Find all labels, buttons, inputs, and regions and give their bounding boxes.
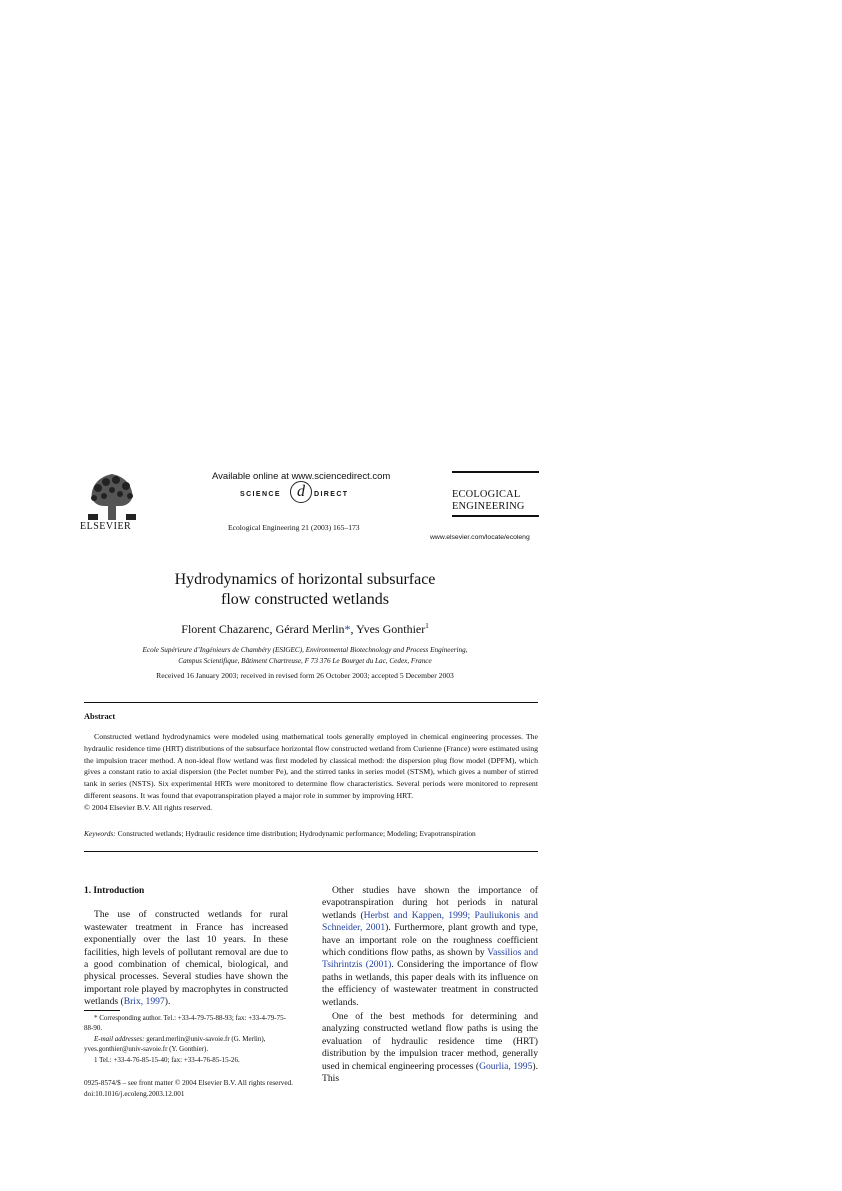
available-online-text[interactable]: Available online at www.sciencedirect.com <box>212 471 391 482</box>
journal-url-link[interactable]: www.elsevier.com/locate/ecoleng <box>430 534 530 541</box>
authors-line <box>120 622 490 637</box>
sd-logo-mark-icon: d <box>290 481 312 503</box>
abstract-top-rule <box>84 702 538 703</box>
received-dates: Received 16 January 2003; received in revised form 26 October 2003; accepted 5 December 2003 <box>156 671 454 680</box>
footnote-email-text[interactable]: gerard.merlin@univ-savoie.fr (G. Merlin), yves.gonthier@univ-savoie.fr (Y. Gonthier). <box>84 1034 266 1054</box>
footnote-email <box>84 1034 288 1055</box>
intro-p2-text-b: ). Furthermore, plant growth and type, have an important role on the roughness coefficient which conditions flow paths, as shown by <box>322 922 538 959</box>
publisher-name: ELSEVIER <box>80 521 132 532</box>
intro-p3-text-a: One of the best methods for determining and analyzing constructed wetland flow paths is using the evaluation of hydraulic residence time (HRT) distribution by the impulsion tracer method, generally used in chemical engineering processes ( <box>322 1011 538 1072</box>
paper-title-line1: Hydrodynamics of horizontal subsurface <box>174 571 436 588</box>
affiliation-line2: Campus Scientifique, Bâtiment Chartreuse, F 73 376 Le Bourget du Lac, Cedex, France <box>178 657 432 665</box>
intro-p2-text-a: Other studies have shown the importance of evapotranspiration during hot periods in natural wetlands ( <box>322 885 538 921</box>
sciencedirect-logo <box>240 485 368 507</box>
footnote-rule <box>84 1010 120 1011</box>
intro-p3-text-b: ). This <box>322 1060 538 1085</box>
author-chazarenc: Florent Chazarenc, <box>181 622 276 636</box>
footnote-corresponding: * Corresponding author. Tel.: +33-4-79-75-88-93; fax: +33-4-79-75-88-90. <box>84 1014 286 1033</box>
footer-identifiers <box>84 1078 293 1100</box>
affiliation-line1: Ecole Supérieure d’Ingénieurs de Chambéry (ESIGEC), Environmental Biotechnology and Process Engineering, <box>142 646 468 654</box>
intro-p1-end: ). <box>164 996 171 1008</box>
doi-line[interactable]: doi:10.1016/j.ecoleng.2003.12.001 <box>84 1090 185 1098</box>
sd-logo-right-text: DIRECT <box>314 491 349 498</box>
intro-paragraph-1 <box>84 909 288 1008</box>
journal-title-line2: ENGINEERING <box>452 501 525 512</box>
footnote-email-label: E-mail addresses: <box>94 1034 145 1043</box>
keywords-list: Constructed wetlands; Hydraulic residence time distribution; Hydrodynamic performance; Modeling; Evapotranspiration <box>115 829 476 838</box>
paper-title-line2: flow constructed wetlands <box>221 591 389 608</box>
journal-title-bottom-rule <box>452 515 539 517</box>
intro-p2-text-c: . Considering the importance of flow paths in wetlands, this paper deals with its influence on the efficiency of wastewater treatment in constructed wetlands. <box>322 959 538 1008</box>
footnote-gonthier: 1 Tel.: +33-4-76-85-15-40; fax: +33-4-76-85-15-26. <box>94 1055 240 1064</box>
journal-title <box>452 489 540 513</box>
abstract-copyright: © 2004 Elsevier B.V. All rights reserved. <box>84 802 213 812</box>
abstract-bottom-rule <box>84 851 538 852</box>
journal-title-top-rule <box>452 471 539 473</box>
citation-herbst-pauliukonis[interactable]: Herbst and Kappen, 1999; Pauliukonis and Schneider, 2001 <box>322 909 538 934</box>
introduction-heading: 1. Introduction <box>84 886 145 896</box>
abstract-text: Constructed wetland hydrodynamics were modeled using mathematical tools generally employed in chemical engineering processes. The hydraulic residence time (HRT) distributions of the subsurface horizontal flow constructed wetland from Curienne (France) were estimated using the impulsion tracer method. A non-ideal flow wetland was first modeled by classical method: the dispersion plug flow model (DPFM), which gives a constant ratio to axial dispersion (the Peclet number Pe), and the stirred tanks in series model (STSM), which gives a number of stirred tank in series (NSTS). Six experimental HRTs were monitored to determine flow characteristics. Several periods were monitored to represent different seasons. It was found that evapotranspiration played a major role in summer by improving HRT. <box>84 732 538 800</box>
issn-line: 0925-8574/$ – see front matter © 2004 Elsevier B.V. All rights reserved. <box>84 1079 293 1087</box>
affiliation <box>110 645 500 667</box>
corresponding-author-mark[interactable]: * <box>344 622 351 636</box>
author-gonthier: , Yves Gonthier <box>350 622 426 636</box>
citation-vassilios-2001[interactable]: Vassilios and Tsihrintzis (2001) <box>322 947 538 971</box>
intro-paragraph-3 <box>322 1011 538 1085</box>
journal-title-line1: ECOLOGICAL <box>452 489 521 500</box>
sd-logo-left-text: SCIENCE <box>240 491 281 498</box>
right-column <box>322 885 538 1086</box>
author-gonthier-footnote-mark[interactable]: 1 <box>425 622 429 630</box>
paper-title <box>120 570 490 610</box>
intro-p1-text: The use of constructed wetlands for rural wastewater treatment in France has increased exponentially over the last 10 years. In these facilities, high levels of pollutant removal are due to a good combination of chemical, biological, and physical processes. Several studies have shown the important role played by macrophytes in constructed wetlands ( <box>84 909 288 1008</box>
citation-gourlia-1995[interactable]: Gourlia, 1995 <box>479 1060 533 1072</box>
abstract-heading: Abstract <box>84 712 116 721</box>
citation-brix-1997[interactable]: Brix, 1997 <box>123 996 165 1008</box>
elsevier-tree-logo-icon <box>84 470 140 522</box>
footnotes <box>84 1013 288 1065</box>
abstract-body <box>84 731 538 814</box>
left-column <box>84 885 288 1009</box>
journal-citation: Ecological Engineering 21 (2003) 165–173 <box>228 523 360 532</box>
keywords-label: Keywords: <box>84 829 116 838</box>
keywords <box>84 829 538 838</box>
intro-paragraph-2 <box>322 885 538 1009</box>
author-merlin: Gérard Merlin <box>275 622 345 636</box>
